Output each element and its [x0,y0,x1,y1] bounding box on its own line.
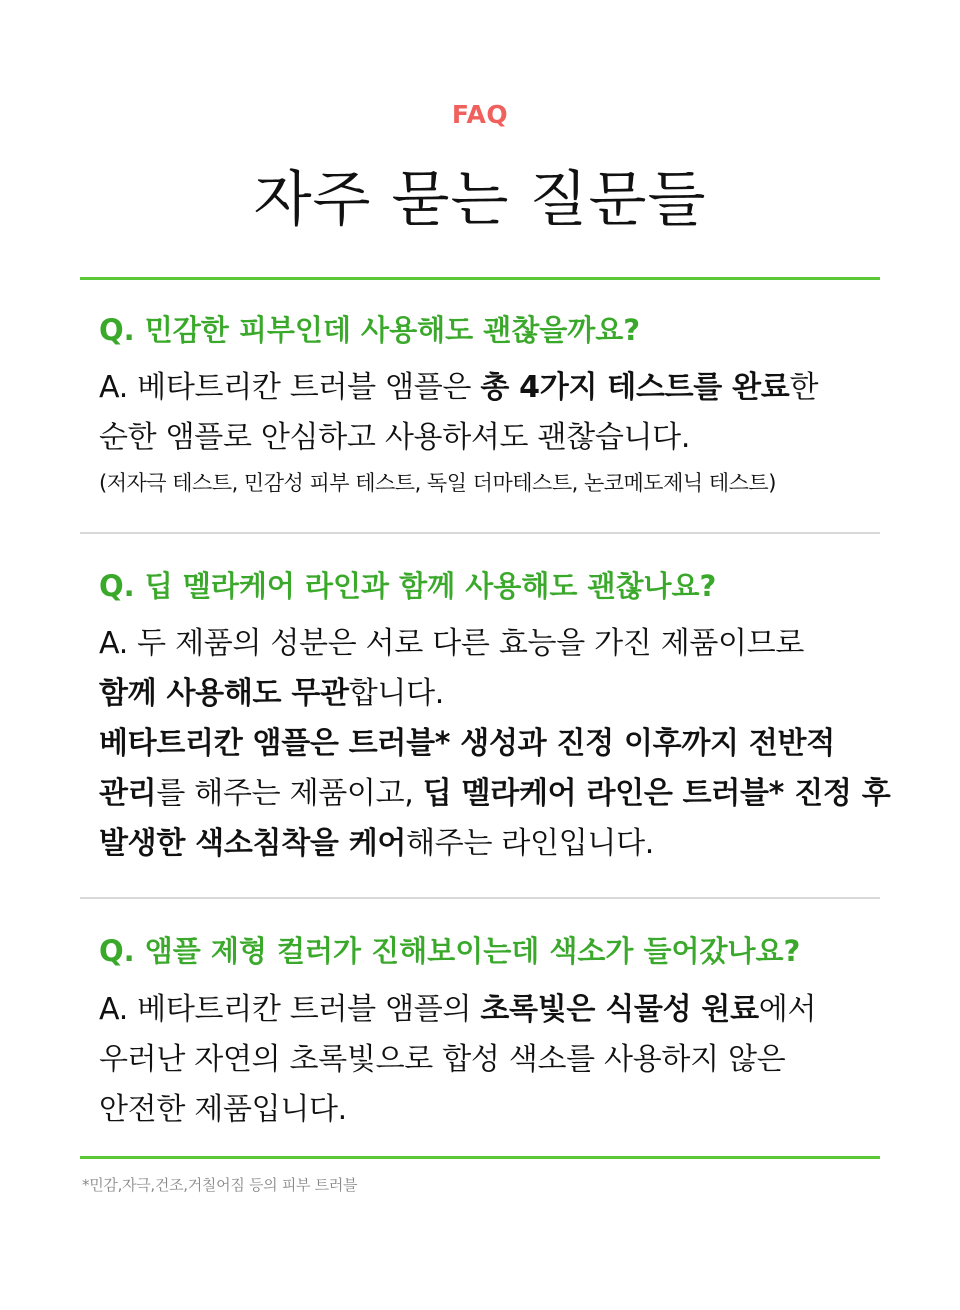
faq-answer-1-note: (저자극 테스트, 민감성 피부 테스트, 독일 더마테스트, 논코메도제닉 테스트) [99,471,776,495]
faq-answer-1-line-1 [99,363,889,413]
answer-text: A. 베타트리칸 트러블 앰플의 [99,992,481,1027]
answer-text: 합니다. [348,676,445,711]
answer-text: A. 베타트리칸 트러블 앰플은 [99,370,481,405]
divider [80,532,880,534]
top-divider [80,277,880,280]
answer-highlight: 함께 사용해도 무관 [99,676,349,711]
answer-text: 한 [789,370,819,405]
answer-highlight: 초록빛은 식물성 원료 [480,992,759,1027]
faq-answer-2-line-5 [99,819,889,869]
faq-answer-2-line-4 [99,769,889,819]
bottom-divider [80,1156,880,1159]
faq-answer-3 [99,985,889,1135]
faq-question-1: Q. 민감한 피부인데 사용해도 괜찮을까요? [99,313,641,347]
faq-answer-3-line-1 [99,985,889,1035]
answer-highlight: 관리 [99,776,157,811]
answer-highlight: 딥 멜라케어 라인은 트러블* 진정 후 [422,776,891,811]
section-eyebrow: FAQ [451,100,509,129]
faq-answer-3-line-3: 안전한 제품입니다. [99,1092,347,1127]
faq-answer-2-line-2 [99,669,889,719]
answer-highlight: 발생한 색소침착을 케어 [99,826,407,861]
answer-highlight: 총 4가지 테스트를 완료 [480,370,790,405]
answer-highlight: 베타트리칸 앰플은 트러블* 생성과 진정 이후까지 전반적 [99,726,835,761]
faq-answer-2-line-3 [99,719,889,769]
footnote: *민감,자극,건조,거칠어짐 등의 피부 트러블 [82,1176,358,1194]
answer-text: 를 해주는 제품이고, [156,776,423,811]
faq-answer-3-line-2: 우러난 자연의 초록빛으로 합성 색소를 사용하지 않은 [99,1042,786,1077]
faq-question-2: Q. 딥 멜라케어 라인과 함께 사용해도 괜찮나요? [99,569,717,603]
answer-text: 에서 [758,992,817,1027]
answer-text: 해주는 라인입니다. [406,826,655,861]
faq-answer-1-line-2: 순한 앰플로 안심하고 사용하셔도 괜찮습니다. [99,420,691,455]
faq-question-3: Q. 앰플 제형 컬러가 진해보이는데 색소가 들어갔나요? [99,934,801,968]
page-title: 자주 묻는 질문들 [253,165,707,235]
faq-answer-2 [99,619,889,869]
divider [80,897,880,899]
faq-answer-2-line-1: A. 두 제품의 성분은 서로 다른 효능을 가진 제품이므로 [99,626,805,661]
faq-answer-1 [99,363,889,503]
